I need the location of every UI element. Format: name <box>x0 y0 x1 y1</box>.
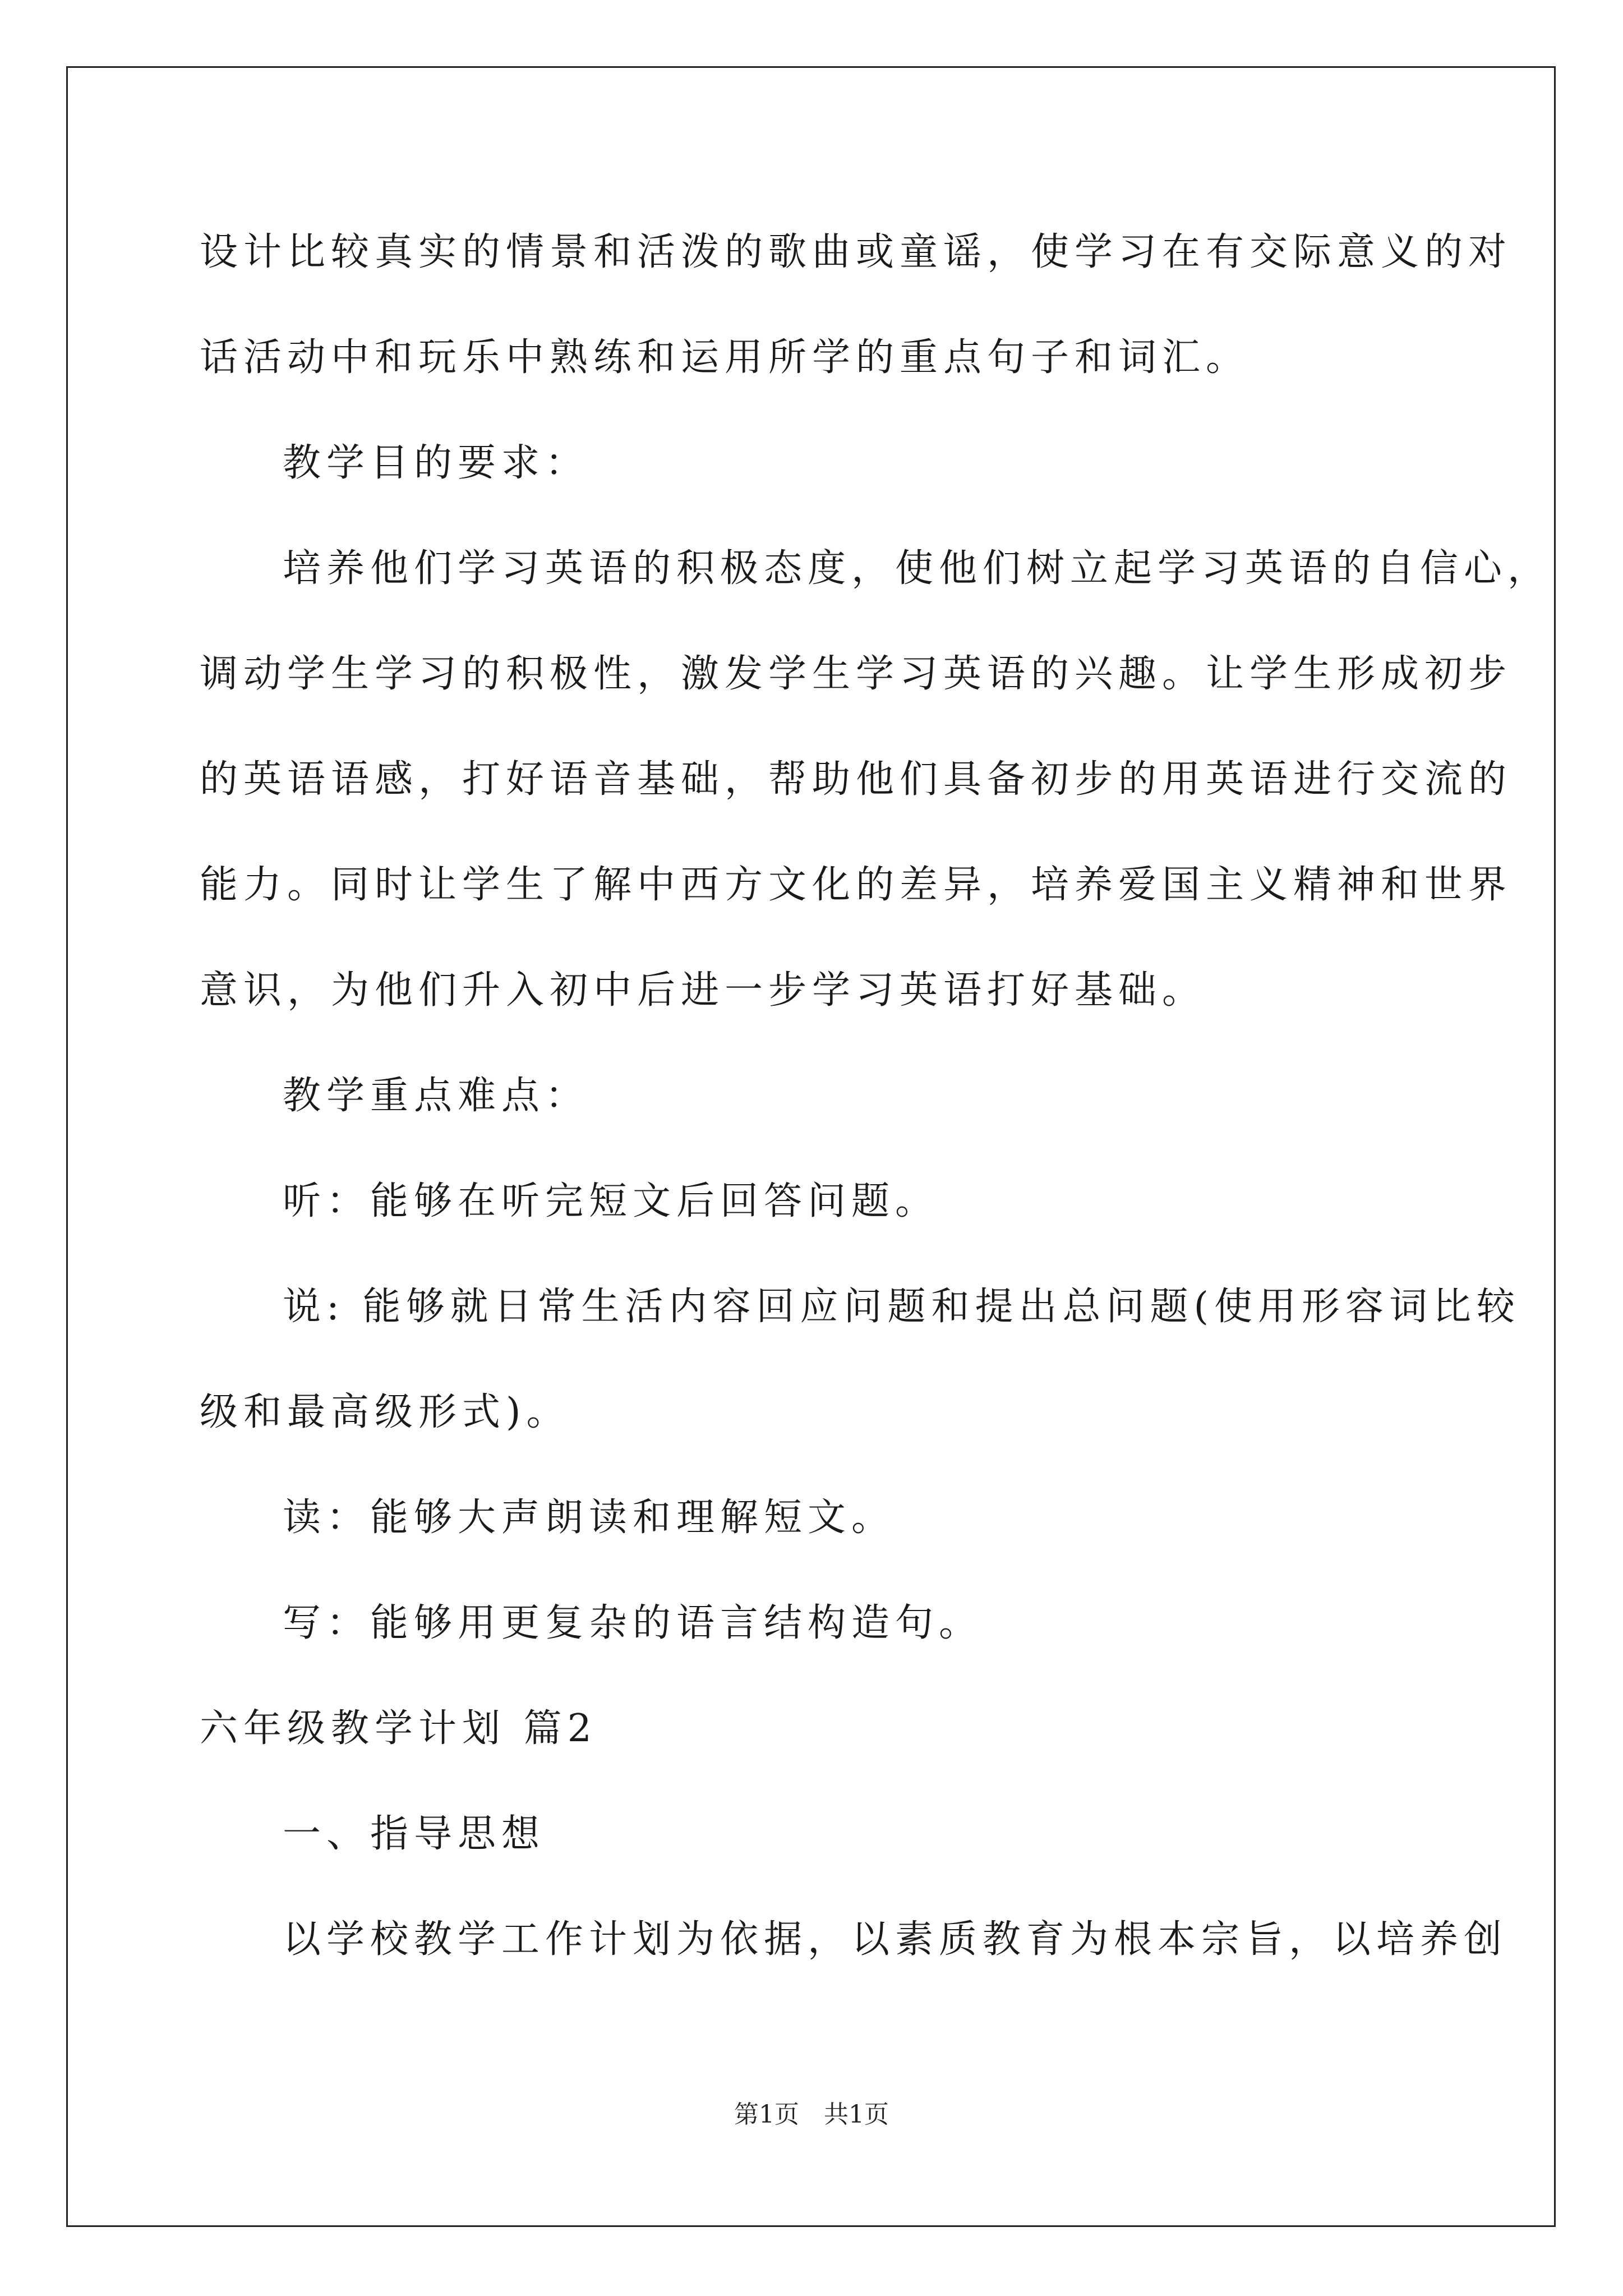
section-heading: 教学目的要求： <box>283 441 589 485</box>
body-text-line: 调动学生学习的积极性，激发学生学习英语的兴趣。让学生形成初步 <box>200 652 1513 696</box>
body-text-line: 写：能够用更复杂的语言结构造句。 <box>283 1601 983 1645</box>
body-text-line: 听：能够在听完短文后回答问题。 <box>283 1179 939 1223</box>
body-text-line: 能力。同时让学生了解中西方文化的差异，培养爱国主义精神和世界 <box>200 863 1513 907</box>
body-text-line: 级和最高级形式)。 <box>200 1390 570 1434</box>
page-number-footer: 第1页 共1页 <box>734 2100 889 2129</box>
body-text-line: 设计比较真实的情景和活泼的歌曲或童谣，使学习在有交际意义的对 <box>200 230 1513 274</box>
body-text-line: 培养他们学习英语的积极态度，使他们树立起学习英语的自信心， <box>283 546 1552 591</box>
body-text-line: 意识，为他们升入初中后进一步学习英语打好基础。 <box>200 968 1206 1013</box>
document-title: 六年级教学计划 篇2 <box>200 1706 597 1751</box>
section-heading: 一、指导思想 <box>283 1812 546 1856</box>
page-border <box>66 66 1556 2227</box>
body-text-line: 以学校教学工作计划为依据，以素质教育为根本宗旨，以培养创 <box>283 1917 1508 1962</box>
body-text-line: 的英语语感，打好语音基础，帮助他们具备初步的用英语进行交流的 <box>200 757 1513 802</box>
body-text-line: 话活动中和玩乐中熟练和运用所学的重点句子和词汇。 <box>200 335 1250 380</box>
body-text-line: 说: 能够就日常生活内容回应问题和提出总问题(使用形容词比较 <box>283 1285 1521 1329</box>
body-text-line: 读：能够大声朗读和理解短文。 <box>283 1496 896 1540</box>
section-heading: 教学重点难点： <box>283 1074 589 1118</box>
